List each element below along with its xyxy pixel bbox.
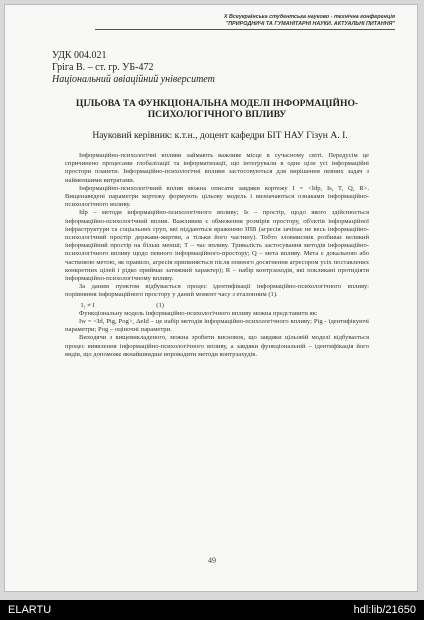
paragraph: Інформаційно-психологічний вплив можна описати завдяки кортежу I = <Idp, Is, T, Q, R>. Вищенаведені параметри кортежу формують цільову модель і визначаються ознаками інформаційно-психологічного впливу.	[65, 184, 369, 209]
paragraph: За даним пунктом відбувається процес ідентифікації інформаційно-психологічного впливу: порівняння інформаційного простору у даний момент часу з еталонним (1).	[65, 283, 369, 299]
conference-header	[95, 14, 395, 30]
paragraph: Функціональну модель інформаційно-психологічного впливу можна представити як:	[79, 309, 318, 317]
formula-expression: I₁ ≠ I	[81, 301, 95, 309]
paragraph: Iw = <Id, Pig, Pog>, ΔeId – це набір методів інформаційно-психологічного впливу; Pig - ідентифікуючі параметри; Pog – оціночні параметри.	[65, 318, 369, 334]
scientific-advisor: Науковий керівник: к.т.н., доцент кафедри БІТ НАУ Гізун А. І.	[92, 130, 348, 141]
author-name: Гріга В. – ст. гр. УБ-472	[52, 62, 154, 73]
paragraph: Виходячи з вищевикладеного, можна зробити висновок, що завдяки цільовій моделі відбувається процес виявлення інформаційно-психологічного впливу, а завдяки функціональній – ідентифікація його видів, що допоможе якнайшвидше впровадити методи контрзахудів.	[65, 334, 369, 358]
article-body	[65, 152, 369, 359]
formula-number: (1)	[156, 301, 164, 309]
formula-1	[81, 302, 369, 310]
handle-id: hdl:lib/21650	[353, 604, 416, 616]
paragraph: Інформаційно-психологічні впливи займають важливе місце в сучасному світі. Передусім це спричинено процесами глобалізації та інформатизації, що інтегрували в одне ціле усі інформаційні простори планети. Інформаційно-психологічні впливи застосовуються для вирішення певних задач з найменшими витратами.	[65, 152, 369, 184]
conference-line-2: "ПРИРОДНИЧІ ТА ГУМАНІТАРНІ НАУКИ. АКТУАЛЬНІ ПИТАННЯ"	[225, 21, 395, 27]
university: Національний авіаційний університет	[52, 74, 215, 85]
conference-line-1: X Всеукраїнська студентська науково - технічна конференція	[223, 14, 395, 20]
paragraph: Idp – методи інформаційно-психологічного впливу; Is – простір, щодо якого здійснюється інформаційно-психологічний вплив. Важливим є обмеження розмірів простору, об'єктів інформаційної інфраструктури та соціальних груп, які піддаються враженню ІПВ (агресія зачіпає не весь інформаційно-психологічний простір держави-жертви, а тільки його частину). Тобто зловмисник розбиває великий інформаційний простір на більш менші; T – час впливу. Тривалість застосування методів інформаційно-психологічного впливу щодо певного інформаційного-простору; Q – мета впливу. Мета є докальною або частковою метою, як правило, агресія припиняється після повного досягнення агресором усіх поставлених конкретних цілей і рідко приймає затяжний характер); R – набір контрзаходів, які покликані протидіяти інформаційно-психологічному впливу.	[65, 209, 369, 283]
udk-code: УДК 004.021	[52, 50, 107, 61]
title-line-1: ЦІЛЬОВА ТА ФУНКЦІОНАЛЬНА МОДЕЛІ ІНФОРМАЦІЙНО-	[75, 98, 359, 109]
repository-name: ELARTU	[8, 604, 52, 616]
repository-footer-bar	[0, 600, 424, 620]
document-page	[4, 4, 418, 592]
title-line-2: ПСИХОЛОГІЧНОГО ВПЛИВУ	[147, 109, 287, 120]
article-title	[65, 98, 369, 120]
author-block	[52, 50, 215, 86]
page-number: 49	[208, 556, 216, 565]
